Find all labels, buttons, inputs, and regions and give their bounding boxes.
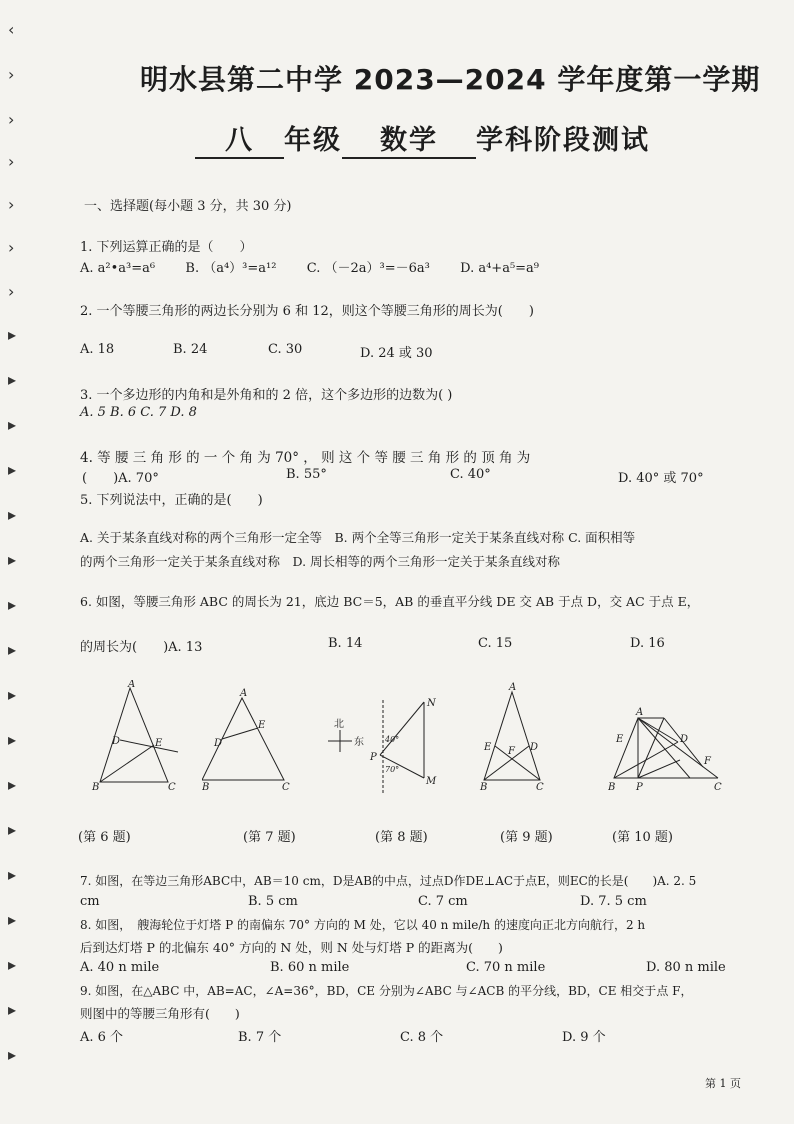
- binding-mark-icon: ▸: [8, 370, 17, 389]
- svg-text:P: P: [370, 752, 377, 763]
- q7-option-c: C. 7 cm: [418, 894, 468, 909]
- q1-option-a: A. a²•a³=a⁶: [80, 261, 156, 276]
- q2-stem: 2. 一个等腰三角形的两边长分别为 6 和 12，则这个等腰三角形的周长为( ): [80, 304, 534, 319]
- svg-text:E: E: [616, 734, 624, 745]
- exam-subtitle: [195, 118, 755, 159]
- figure-9: [472, 680, 552, 799]
- svg-text:D: D: [214, 738, 223, 749]
- q7-line1: 7. 如图，在等边三角形ABC中，AB＝10 cm，D是AB的中点，过点D作DE⊥AC于点E，则EC的长是( )A. 2. 5: [80, 874, 697, 888]
- q1-stem: 1. 下列运算正确的是（ ）: [80, 240, 253, 255]
- q6-line2: 的周长为( )A. 13: [80, 640, 203, 655]
- q4-option-a: ( )A. 70°: [82, 471, 159, 486]
- binding-mark-icon: ▸: [8, 505, 17, 524]
- subject-blank: 数学: [342, 118, 476, 159]
- binding-mark-icon: ›: [8, 65, 15, 84]
- grade-suffix: 年级: [284, 125, 342, 156]
- q2-option-c: C. 30: [268, 342, 303, 357]
- q9-line2: 则图中的等腰三角形有( ): [80, 1006, 240, 1021]
- q4-option-b: B. 55°: [286, 467, 327, 482]
- svg-text:B: B: [608, 782, 616, 793]
- test-suffix: 学科阶段测试: [476, 125, 650, 156]
- q7-line2: cm: [80, 894, 100, 909]
- q9-line1: 9. 如图，在△ABC 中，AB=AC，∠A=36°，BD，CE 分别为∠ABC 与∠ACB 的平分线，BD，CE 相交于点 F，: [80, 984, 693, 998]
- figure-8: [328, 680, 448, 799]
- q2-option-d: D. 24 或 30: [360, 346, 433, 361]
- binding-mark-icon: ‹: [8, 20, 15, 39]
- svg-text:N: N: [427, 698, 436, 709]
- svg-text:C: C: [282, 782, 290, 793]
- q2-option-a: A. 18: [80, 342, 115, 357]
- q9-option-a: A. 6 个: [80, 1030, 124, 1045]
- binding-mark-icon: ›: [8, 110, 15, 129]
- q8-option-c: C. 70 n mile: [466, 960, 546, 975]
- q3-stem: 3. 一个多边形的内角和是外角和的 2 倍，这个多边形的边数为( ): [80, 388, 453, 403]
- q1-options: [80, 257, 539, 276]
- svg-text:E: E: [484, 742, 492, 753]
- svg-text:A: A: [240, 688, 248, 699]
- svg-text:M: M: [426, 776, 437, 787]
- svg-text:A: A: [128, 680, 136, 690]
- section-heading: 一、选择题(每小题 3 分，共 30 分): [84, 199, 292, 214]
- page-number: 第 1 页: [705, 1077, 741, 1090]
- caption-fig8: (第 8 题): [375, 830, 428, 845]
- svg-text:C: C: [714, 782, 722, 793]
- q7-option-b: B. 5 cm: [248, 894, 298, 909]
- binding-mark-icon: ▸: [8, 955, 17, 974]
- binding-mark-icon: ›: [8, 152, 15, 171]
- binding-mark-icon: ▸: [8, 1045, 17, 1064]
- figure-10: [608, 680, 748, 799]
- binding-mark-icon: ▸: [8, 775, 17, 794]
- q8-line1: 8. 如图， 艘海轮位于灯塔 P 的南偏东 70° 方向的 M 处，它以 40 n mile/h 的速度向正北方向航行，2 h: [80, 918, 646, 932]
- binding-mark-icon: ▸: [8, 460, 17, 479]
- q9-option-c: C. 8 个: [400, 1030, 444, 1045]
- caption-fig9: (第 9 题): [500, 830, 553, 845]
- q6-option-d: D. 16: [630, 636, 665, 651]
- figures-row: [80, 680, 740, 800]
- q8-option-a: A. 40 n mile: [80, 960, 160, 975]
- svg-text:D: D: [680, 734, 689, 745]
- q1-option-d: D. a⁴+a⁵=a⁹: [460, 261, 540, 276]
- figure-7: [202, 680, 302, 799]
- q5-stem: 5. 下列说法中，正确的是( ): [80, 493, 263, 508]
- binding-mark-icon: ▸: [8, 325, 17, 344]
- binding-mark-icon: ▸: [8, 865, 17, 884]
- q6-option-c: C. 15: [478, 636, 513, 651]
- caption-fig7: (第 7 题): [243, 830, 296, 845]
- svg-text:E: E: [155, 738, 163, 749]
- q8-line2: 后到达灯塔 P 的北偏东 40° 方向的 N 处，则 N 处与灯塔 P 的距离为( ): [80, 940, 503, 955]
- binding-mark-icon: ▸: [8, 640, 17, 659]
- fig8-angle-70: 70°: [385, 765, 400, 774]
- svg-text:C: C: [168, 782, 176, 793]
- q8-option-b: B. 60 n mile: [270, 960, 350, 975]
- q7-option-d: D. 7. 5 cm: [580, 894, 647, 909]
- q6-stem: 6. 如图，等腰三角形 ABC 的周长为 21，底边 BC＝5，AB 的垂直平分线 DE 交 AB 于点 D，交 AC 于点 E，: [80, 594, 700, 609]
- binding-margin-marks: [8, 20, 38, 1080]
- svg-text:F: F: [704, 756, 711, 767]
- svg-text:F: F: [508, 746, 515, 757]
- binding-mark-icon: ▸: [8, 730, 17, 749]
- figure-6: [90, 680, 185, 799]
- caption-fig10: (第 10 题): [612, 830, 673, 845]
- q5-line2: 的两个三角形一定关于某条直线对称 D. 周长相等的两个三角形一定关于某条直线对称: [80, 554, 561, 569]
- q6-option-b: B. 14: [328, 636, 363, 651]
- svg-text:B: B: [202, 782, 210, 793]
- q9-option-b: B. 7 个: [238, 1030, 282, 1045]
- binding-mark-icon: ›: [8, 195, 15, 214]
- binding-mark-icon: ▸: [8, 550, 17, 569]
- svg-text:P: P: [636, 782, 643, 793]
- binding-mark-icon: ▸: [8, 595, 17, 614]
- binding-mark-icon: ›: [8, 282, 15, 301]
- svg-text:D: D: [112, 736, 121, 747]
- binding-mark-icon: ▸: [8, 415, 17, 434]
- exam-title: 明水县第二中学 2023—2024 学年度第一学期: [140, 63, 761, 96]
- binding-mark-icon: ▸: [8, 820, 17, 839]
- caption-fig6: (第 6 题): [78, 830, 131, 845]
- q4-option-d: D. 40° 或 70°: [618, 471, 704, 486]
- q9-option-d: D. 9 个: [562, 1030, 606, 1045]
- fig8-east-label: 东: [354, 737, 364, 748]
- q3-options: A. 5 B. 6 C. 7 D. 8: [80, 405, 197, 420]
- q5-line1: A. 关于某条直线对称的两个三角形一定全等 B. 两个全等三角形一定关于某条直线对称 C. 面积相等: [80, 530, 636, 545]
- svg-text:A: A: [509, 682, 517, 693]
- fig8-north-label: 北: [334, 719, 344, 730]
- svg-text:B: B: [480, 782, 488, 793]
- q4-option-c: C. 40°: [450, 467, 491, 482]
- svg-text:B: B: [92, 782, 100, 793]
- svg-text:A: A: [636, 707, 644, 718]
- q2-option-b: B. 24: [173, 342, 208, 357]
- svg-text:E: E: [258, 720, 266, 731]
- q4-stem: 4. 等 腰 三 角 形 的 一 个 角 为 70° ， 则 这 个 等 腰 三 角 形 的 顶 角 为: [80, 450, 531, 466]
- grade-blank: 八: [195, 118, 284, 159]
- binding-mark-icon: ▸: [8, 685, 17, 704]
- q1-option-b: B. （a⁴）³=a¹²: [185, 261, 277, 276]
- svg-text:C: C: [536, 782, 544, 793]
- q1-option-c: C. （－2a）³=－6a³: [306, 261, 430, 276]
- fig8-angle-40: 40°: [385, 735, 400, 744]
- binding-mark-icon: ▸: [8, 1000, 17, 1019]
- q8-option-d: D. 80 n mile: [646, 960, 726, 975]
- svg-text:D: D: [530, 742, 539, 753]
- binding-mark-icon: ▸: [8, 910, 17, 929]
- binding-mark-icon: ›: [8, 238, 15, 257]
